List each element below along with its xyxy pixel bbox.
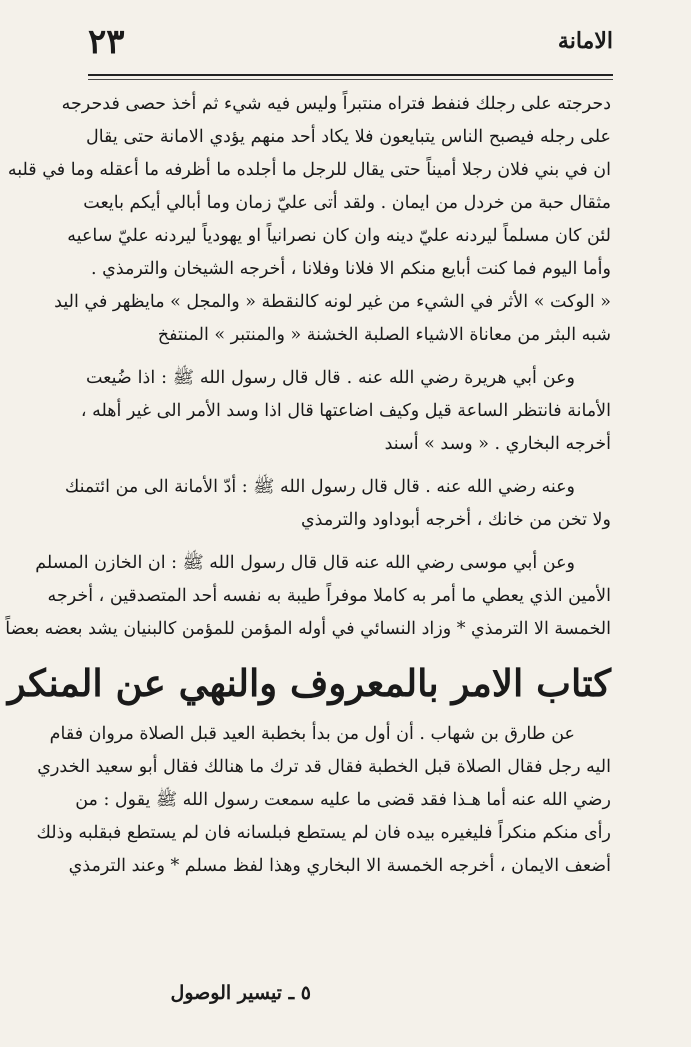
text-line: اليه رجل فقال الصلاة قبل الخطبة فقال قد ترك ما هنالك فقال أبو سعيد الخدري <box>37 757 611 777</box>
text-line: وعنه رضي الله عنه . قال قال رسول الله ﷺ : أدّ الأمانة الى من ائتمنك <box>64 477 575 497</box>
paragraph-gap <box>86 352 611 362</box>
paragraph-gap <box>86 537 611 547</box>
paragraph-hadith-continuation <box>7 88 611 286</box>
text-line: على رجله فيصبح الناس يتبايعون فلا يكاد أحد منهم يؤدي الامانة حتى يقال <box>86 127 611 147</box>
text-line: لئن كان مسلماً ليردنه عليّ دينه وان كان نصرانياً او يهودياً ليردنه عليّ ساعيه <box>67 226 611 246</box>
paragraph-hadith-abu-hurayra <box>80 362 611 461</box>
page-number: ٢٣ <box>88 22 125 62</box>
text-line: ان في بني فلان رجلا أميناً حتى يقال للرجل ما أجلده ما أظرفه ما أعقله وما في قلبه <box>7 160 611 180</box>
footer-signature: ٥ ـ تيسير الوصول <box>170 982 311 1004</box>
text-line: أضعف الايمان ، أخرجه الخمسة الا البخاري وهذا لفظ مسلم * وعند الترمذي <box>68 856 611 876</box>
text-line: عن طارق بن شهاب . أن أول من بدأ بخطبة العيد قبل الصلاة مروان فقام <box>49 724 575 744</box>
text-line: دحرجته على رجلك فنفط فتراه منتبراً وليس فيه شيء ثم أخذ حصى فدحرجه <box>61 94 611 114</box>
text-line: شبه البثر من معاناة الاشياء الصلبة الخشنة « والمنتبر » المنتفخ <box>157 325 611 345</box>
paragraph-gloss <box>54 286 611 352</box>
page-header <box>88 22 613 66</box>
running-title: الامانة <box>557 28 613 54</box>
header-rule <box>88 74 613 76</box>
text-line: الأمانة فانتظر الساعة قيل وكيف اضاعتها قال اذا وسد الأمر الى غير أهله ، <box>80 401 611 421</box>
paragraph-tariq-ibn-shihab <box>36 718 611 883</box>
text-line: وعن أبي هريرة رضي الله عنه . قال قال رسول الله ﷺ : اذا ضُيعت <box>86 368 575 388</box>
text-line: الخمسة الا الترمذي * وزاد النسائي في أوله المؤمن للمؤمن كالبنيان يشد بعضه بعضاً <box>5 619 611 639</box>
text-line: وعن أبي موسى رضي الله عنه قال قال رسول الله ﷺ : ان الخازن المسلم <box>35 553 575 573</box>
paragraph-gap <box>86 461 611 471</box>
text-line: الأمين الذي يعطي ما أمر به كاملا موفراً طيبة به نفسه أحد المتصدقين ، أخرجه <box>47 586 611 606</box>
text-line: « الوكت » الأثر في الشيء من غير لونه كالنقطة « والمجل » مايظهر في اليد <box>54 292 611 312</box>
text-line: رضي الله عنه أما هـذا فقد قضى ما عليه سمعت رسول الله ﷺ يقول : من <box>75 790 611 810</box>
paragraph-hadith-amana <box>64 471 611 537</box>
text-line: رأى منكم منكراً فليغيره بيده فان لم يستطع فبلسانه فان لم يستطع فبقلبه وذلك <box>36 823 611 843</box>
page-body <box>5 88 611 883</box>
text-line: وأما اليوم فما كنت أبايع منكم الا فلانا وفلانا ، أخرجه الشيخان والترمذي . <box>91 259 611 279</box>
paragraph-hadith-abu-musa <box>5 547 611 646</box>
text-line: أخرجه البخاري . « وسد » أسند <box>384 434 611 454</box>
text-line: مثقال حبة من خردل من ايمان . ولقد أتى عليّ زمان وما أبالي أيكم بايعت <box>83 193 611 213</box>
text-line: ولا تخن من خانك ، أخرجه أبوداود والترمذي <box>300 510 611 530</box>
book-heading: كتاب الامر بالمعروف والنهي عن المنكر <box>7 661 611 705</box>
